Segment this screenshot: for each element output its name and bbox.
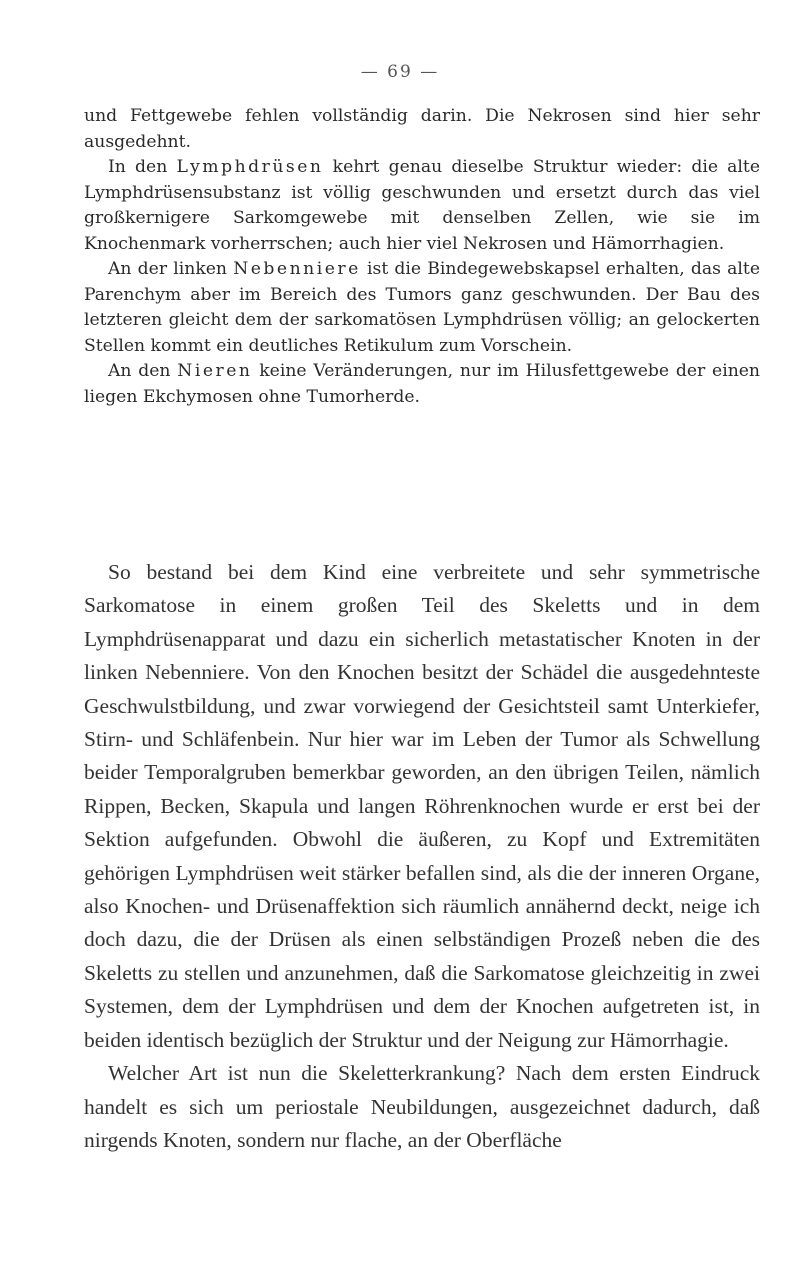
term-lymphdruesen: Lymphdrüsen: [176, 157, 324, 177]
term-nebenniere: Nebenniere: [233, 259, 361, 279]
main-text-section: [84, 556, 760, 1157]
page-number: — 69 —: [360, 62, 440, 82]
paragraph-text: An der linken: [108, 259, 234, 279]
paragraph-text: ist die Bindegewebskapsel erhalten, das alte Parenchym aber im Bereich des Tumors ganz geschwunden. Der Bau des letzteren gleicht dem der sarkomatösen Lymphdrüsen völlig; an gelockerten Stellen kommt ein deutliches Retikulum zum Vorschein.: [84, 259, 760, 356]
paragraph-nebenniere: [84, 257, 760, 359]
paragraph-text: An den: [108, 361, 178, 381]
paragraph-summary: So bestand bei dem Kind eine verbreitete und sehr symmetrische Sarkomatose in einem großen Teil des Skeletts und in dem Lymphdrüsenapparat und dazu ein sicherlich metastatischer Knoten in der linken Nebenniere. Von den Knochen besitzt der Schädel die ausgedehnteste Geschwulstbildung, und zwar vorwiegend der Gesichtsteil samt Unterkiefer, Stirn- und Schläfenbein. Nur hier war im Leben der Tumor als Schwellung beider Temporalgruben bemerkbar geworden, an den übrigen Teilen, nämlich Rippen, Becken, Skapula und langen Röhrenknochen wurde er erst bei der Sektion aufgefunden. Obwohl die äußeren, zu Kopf und Extremitäten gehörigen Lymphdrüsen weit stärker befallen sind, als die der inneren Organe, also Knochen- und Drüsenaffektion sich räumlich annähernd deckt, neige ich doch dazu, die der Drüsen als einen selbständigen Prozeß neben die des Skeletts zu stellen und anzunehmen, daß die Sarkomatose gleichzeitig in zwei Systemen, dem der Lymphdrüsen und dem der Knochen aufgetreten ist, in beiden identisch bezüglich der Struktur und der Neigung zur Hämorrhagie.: [84, 560, 760, 1052]
paragraph-fettgewebe: und Fettgewebe fehlen vollständig darin. Die Nekrosen sind hier sehr ausgedehnt.: [84, 106, 760, 152]
small-print-section: [84, 104, 760, 410]
term-nieren: Nieren: [177, 361, 253, 381]
paragraph-lymphdruesen: [84, 155, 760, 257]
paragraph-nieren: [84, 359, 760, 410]
paragraph-text: keine Veränderungen, nur im Hilusfettgewebe der einen liegen Ekchymosen ohne Tumorherde.: [84, 361, 761, 407]
paragraph-text: In den: [108, 157, 177, 177]
paragraph-text: kehrt genau dieselbe Struktur wieder: die alte Lymphdrüsensubstanz ist völlig geschwunden und ersetzt durch das viel großkernigere Sarkomgewebe mit denselben Zellen, wie sie im Knochenmark vorherrschen; auch hier viel Nekrosen und Hämorrhagien.: [84, 157, 761, 254]
paragraph-skeletterkrankung: Welcher Art ist nun die Skeletterkrankung? Nach dem ersten Eindruck handelt es sich um periostale Neubildungen, ausgezeichnet dadurch, daß nirgends Knoten, sondern nur flache, an der Oberfläche: [84, 1061, 760, 1152]
